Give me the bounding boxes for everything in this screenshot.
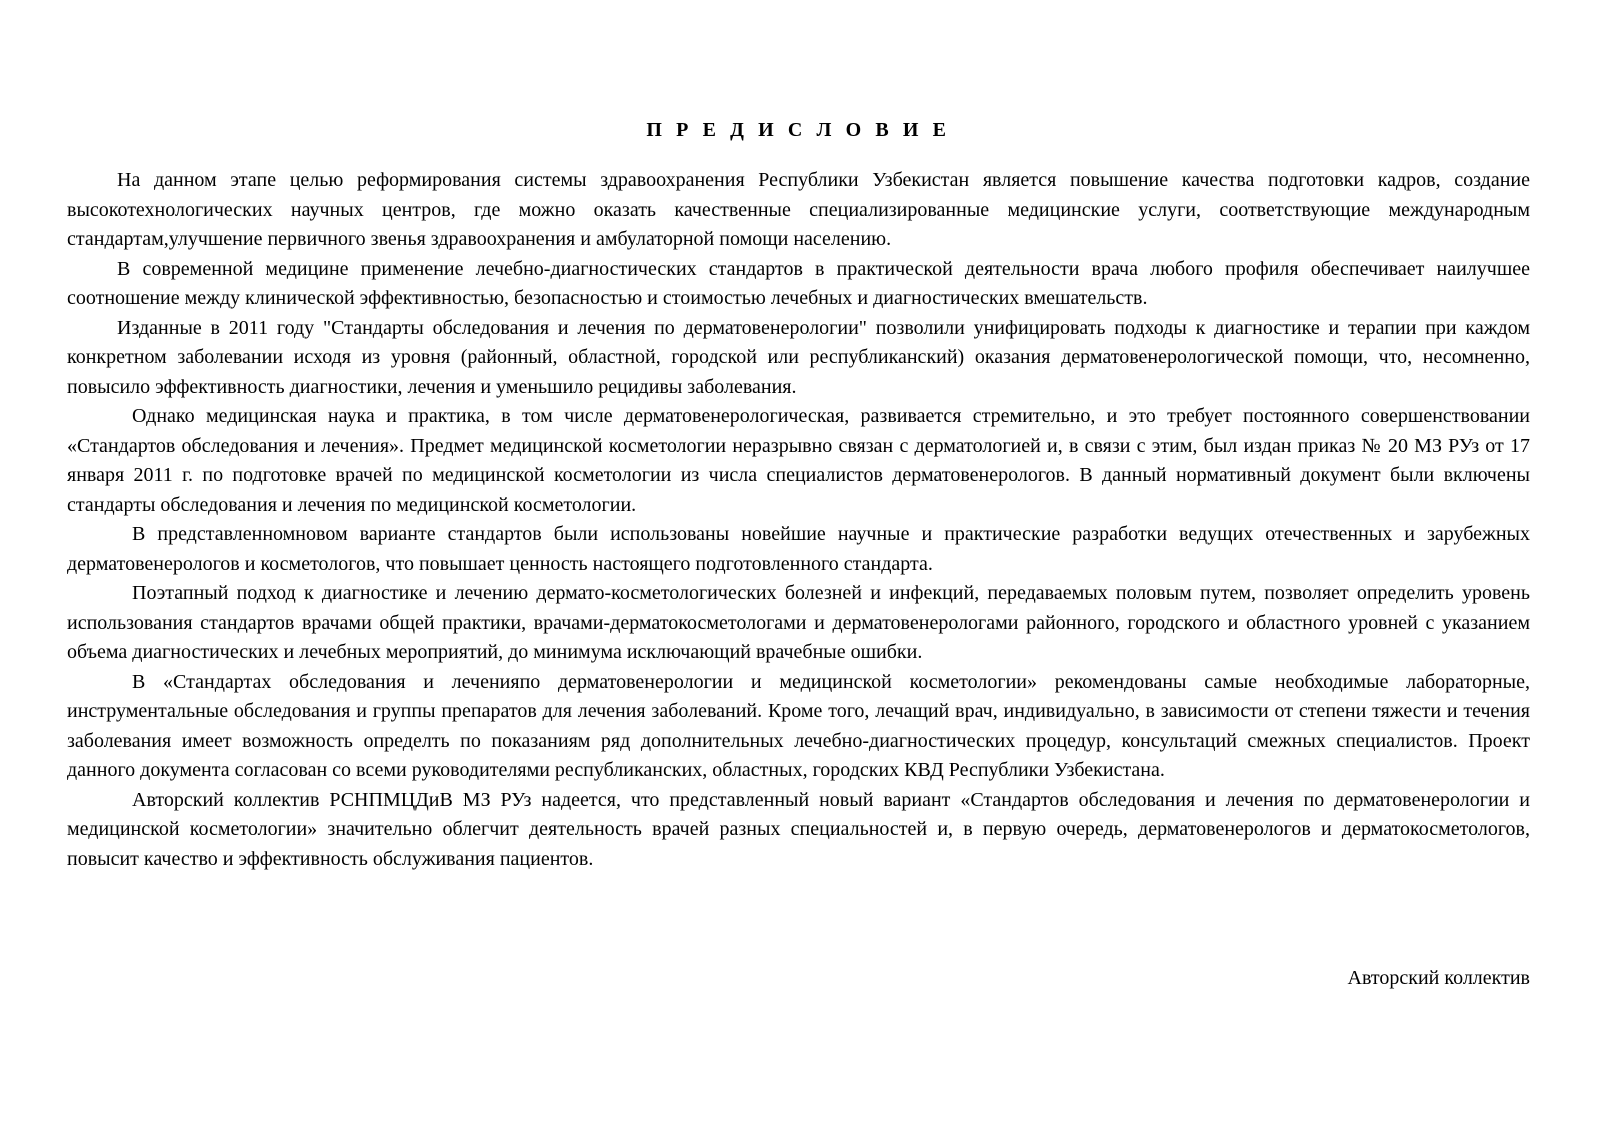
paragraph: В представленномновом варианте стандартов были использованы новейшие научные и практические разработки ведущих отечественных и зарубежных дерматовенерологов и косметологов, что повышает ценность настоящего подготовленного стандарта. [67, 523, 1530, 575]
document-page [67, 0, 1530, 1131]
paragraph: Поэтапный подход к диагностике и лечению дермато-косметологических болезней и инфекций, передаваемых половым путем, позволяет определить уровень использования стандартов врачами общей практики, врачами-дерматокосметологами и дерматовенерологами районного, городского и областного уровней с указанием объема диагностических и лечебных мероприятий, до минимума исключающий врачебные ошибки. [67, 582, 1530, 663]
page-title: П Р Е Д И С Л О В И Е [646, 119, 951, 141]
document-body [67, 166, 1530, 874]
paragraph: Изданные в 2011 году "Стандарты обследования и лечения по дерматовенерологии" позволили унифицировать подходы к диагностике и терапии при каждом конкретном заболевании исходя из уровня (районный, областной, городской или республиканский) оказания дерматовенерологической помощи, что, несомненно, повысило эффективность диагностики, лечения и уменьшило рецидивы заболевания. [67, 316, 1530, 398]
paragraph: В «Стандартах обследования и леченияпо дерматовенерологии и медицинской косметологии» рекомендованы самые необходимые лабораторные, инструментальные обследования и группы препаратов для лечения заболеваний. Кроме того, лечащий врач, индивидуально, в зависимости от степени тяжести и течения заболевания имеет возможность определть по показаниям ряд дополнительных лечебно-диагностических процедур, консультаций смежных специалистов. Проект данного документа согласован со всеми руководителями республиканских, областных, городских КВД Республики Узбекистана. [67, 670, 1530, 781]
paragraph: На данном этапе целью реформирования системы здравоохранения Республики Узбекистан является повышение качества подготовки кадров, создание высокотехнологических научных центров, где можно оказать качественные специализированные медицинские услуги, соответствующие международным стандартам,улучшение первичного звенья здравоохранения и амбулаторной помощи населению. [67, 169, 1530, 250]
paragraph: Однако медицинская наука и практика, в том числе дерматовенерологическая, развивается стремительно, и это требует постоянного совершенствовании «Стандартов обследования и лечения». Предмет медицинской косметологии неразрывно связан с дерматологией и, в связи с этим, был издан приказ № 20 МЗ РУз от 17 января 2011 г. по подготовке врачей по медицинской косметологии из числа специалистов дерматовенерологов. В данный нормативный документ были включены стандарты обследования и лечения по медицинской косметологии. [67, 405, 1530, 516]
paragraph: Авторский коллектив РСНПМЦДиВ МЗ РУз надеется, что представленный новый вариант «Стандартов обследования и лечения по дерматовенерологии и медицинской косметологии» значительно облегчит деятельность врачей разных специальностей и, в первую очередь, дерматовенерологов и дерматокосметологов, повысит качество и эффективность обслуживания пациентов. [67, 788, 1530, 870]
signature: Авторский коллектив [1347, 967, 1530, 989]
paragraph: В современной медицине применение лечебно-диагностических стандартов в практической деятельности врача любого профиля обеспечивает наилучшее соотношение между клинической эффективностью, безопасностью и стоимостью лечебных и диагностических вмешательств. [67, 257, 1530, 309]
